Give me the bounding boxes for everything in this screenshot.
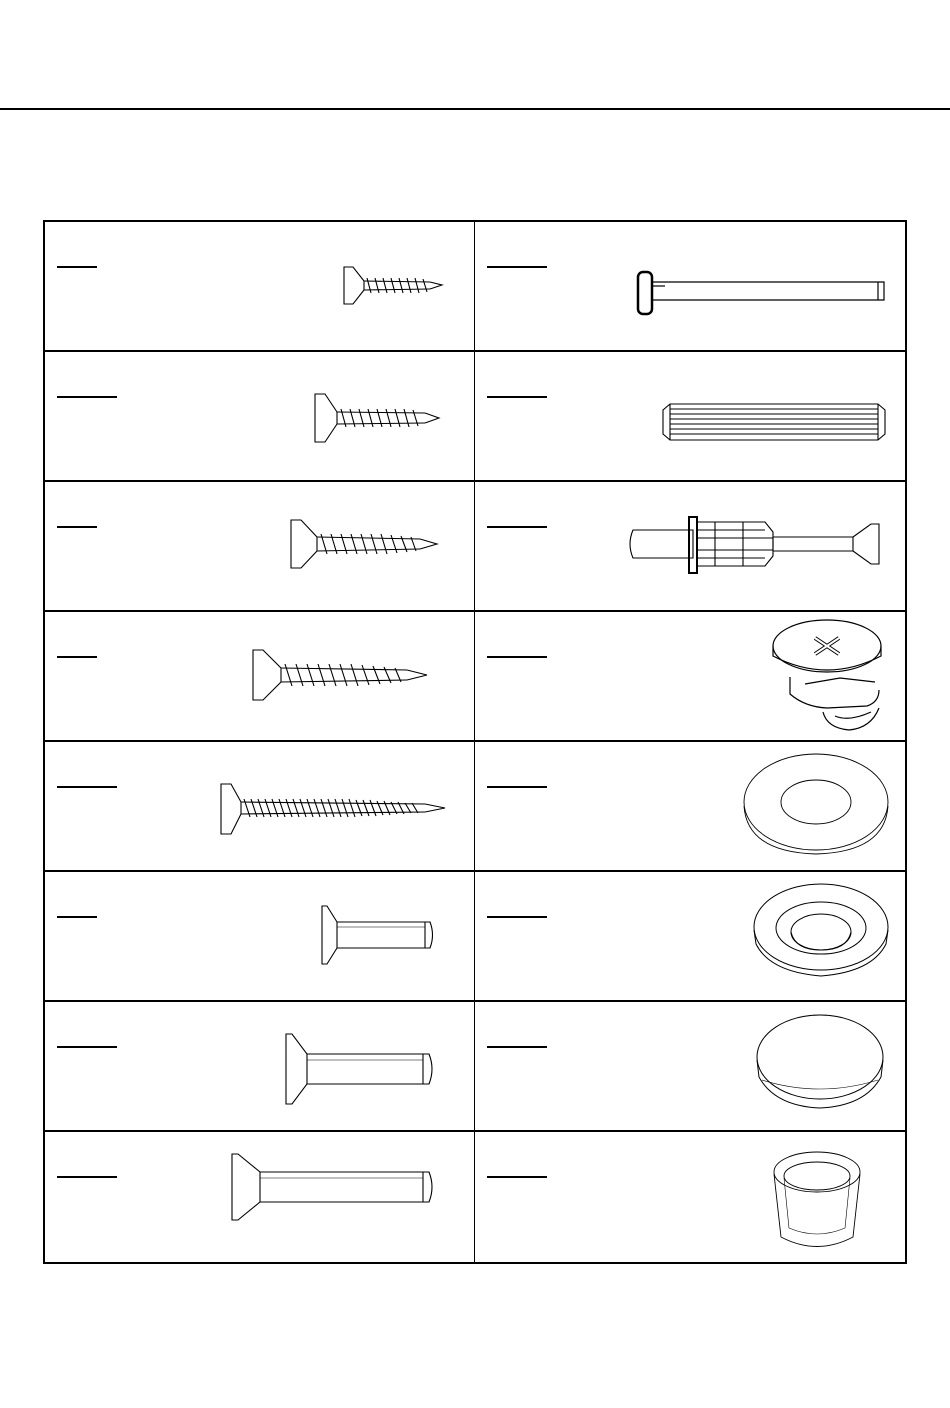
long-pan-head-bolt-icon bbox=[475, 222, 906, 351]
countersunk-pin-bolt-icon bbox=[45, 1132, 476, 1261]
sleeve-cup-icon bbox=[475, 1132, 906, 1261]
part-cell-cover-cap bbox=[475, 1002, 905, 1132]
part-cell-cam-bolt-with-sleeve bbox=[475, 482, 905, 612]
countersunk-wood-screw-icon bbox=[45, 612, 476, 741]
part-cell-machine-bolt-medium bbox=[45, 1002, 475, 1132]
part-cell-plastic-sleeve bbox=[475, 1132, 905, 1262]
countersunk-pin-bolt-icon bbox=[45, 1002, 476, 1131]
part-cell-cam-lock bbox=[475, 612, 905, 742]
part-cell-wooden-dowel bbox=[475, 352, 905, 482]
cup-washer-icon bbox=[475, 872, 906, 1001]
cover-cap-icon bbox=[475, 1002, 906, 1131]
part-cell-machine-bolt-short bbox=[45, 872, 475, 1002]
cam-lock-icon bbox=[475, 612, 906, 741]
cam-bolt-sleeve-icon bbox=[475, 482, 906, 611]
part-cell-machine-bolt-long bbox=[45, 1132, 475, 1262]
countersunk-pin-bolt-icon bbox=[45, 872, 476, 1001]
part-cell-wood-screw-small bbox=[45, 222, 475, 352]
countersunk-wood-screw-icon bbox=[45, 742, 476, 871]
hardware-parts-table bbox=[43, 220, 907, 1264]
header-rule bbox=[0, 108, 950, 110]
part-cell-wood-screw-long bbox=[45, 742, 475, 872]
countersunk-wood-screw-icon bbox=[45, 222, 476, 351]
part-cell-wood-screw-xlarge bbox=[45, 612, 475, 742]
part-cell-wood-screw-medium bbox=[45, 352, 475, 482]
part-cell-connector-bolt-long bbox=[475, 222, 905, 352]
part-cell-cup-washer bbox=[475, 872, 905, 1002]
fluted-dowel-icon bbox=[475, 352, 906, 481]
countersunk-wood-screw-icon bbox=[45, 482, 476, 611]
flat-washer-icon bbox=[475, 742, 906, 871]
part-cell-flat-washer bbox=[475, 742, 905, 872]
countersunk-wood-screw-icon bbox=[45, 352, 476, 481]
part-cell-wood-screw-large bbox=[45, 482, 475, 612]
